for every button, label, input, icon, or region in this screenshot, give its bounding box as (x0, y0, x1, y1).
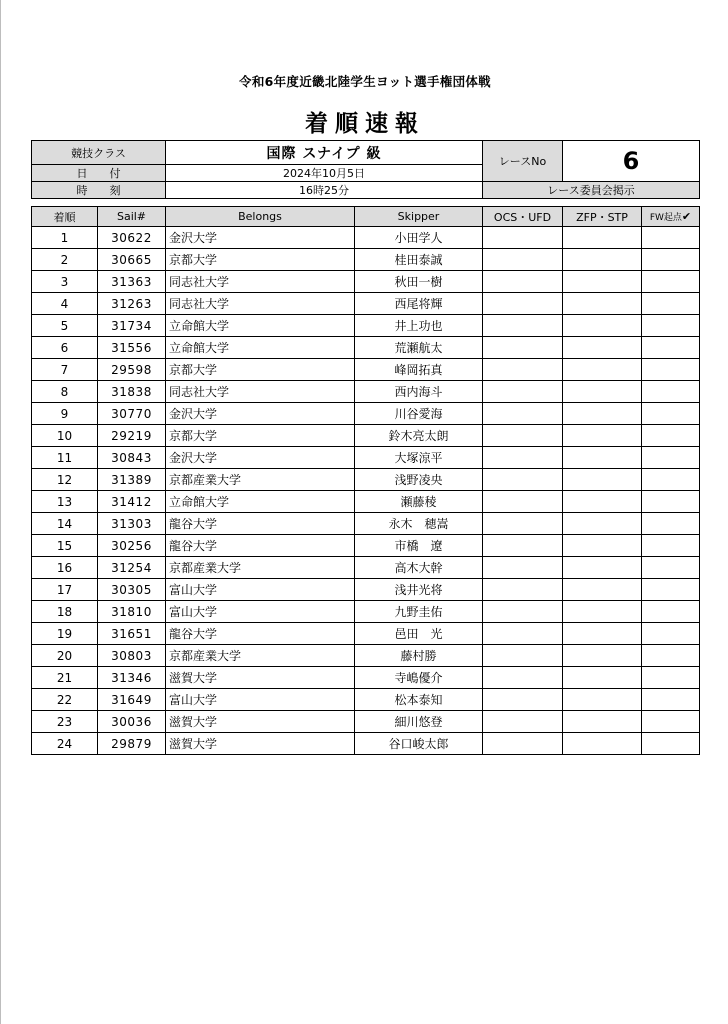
skipper-cell: 高木大幹 (355, 557, 483, 579)
belongs-cell: 京都産業大学 (166, 469, 355, 491)
zfp-stp-cell (563, 645, 642, 667)
class-value: 国際 スナイプ 級 (166, 141, 483, 165)
belongs-cell: 京都大学 (166, 425, 355, 447)
fw-cell (642, 513, 700, 535)
sail-cell: 30665 (98, 249, 166, 271)
race-no-label: レースNo (483, 141, 563, 182)
rank-cell: 9 (32, 403, 98, 425)
sail-cell: 31389 (98, 469, 166, 491)
belongs-cell: 滋賀大学 (166, 711, 355, 733)
fw-cell (642, 469, 700, 491)
sail-cell: 29598 (98, 359, 166, 381)
zfp-stp-cell (563, 293, 642, 315)
sail-cell: 31556 (98, 337, 166, 359)
sail-cell: 31734 (98, 315, 166, 337)
table-row (32, 601, 700, 623)
fw-cell (642, 535, 700, 557)
ocs-ufd-cell (483, 249, 563, 271)
table-row (32, 711, 700, 733)
rank-cell: 23 (32, 711, 98, 733)
belongs-cell: 富山大学 (166, 601, 355, 623)
rank-cell: 10 (32, 425, 98, 447)
zfp-stp-cell (563, 249, 642, 271)
fw-cell (642, 249, 700, 271)
fw-cell (642, 403, 700, 425)
results-table (31, 206, 700, 755)
sail-cell: 29219 (98, 425, 166, 447)
belongs-cell: 富山大学 (166, 689, 355, 711)
check-icon: ✔ (681, 210, 692, 223)
table-row (32, 271, 700, 293)
rank-cell: 8 (32, 381, 98, 403)
col-sail: Sail# (98, 207, 166, 227)
event-title: 令和6年度近畿北陸学生ヨット選手権団体戦 (239, 74, 491, 89)
fw-cell (642, 381, 700, 403)
ocs-ufd-cell (483, 403, 563, 425)
zfp-stp-cell (563, 227, 642, 249)
zfp-stp-cell (563, 513, 642, 535)
race-no-value: 6 (563, 141, 700, 182)
skipper-cell: 細川悠登 (355, 711, 483, 733)
table-row (32, 425, 700, 447)
fw-cell (642, 359, 700, 381)
sail-cell: 31363 (98, 271, 166, 293)
rank-cell: 6 (32, 337, 98, 359)
table-row (32, 557, 700, 579)
rank-cell: 20 (32, 645, 98, 667)
fw-cell (642, 623, 700, 645)
ocs-ufd-cell (483, 557, 563, 579)
sail-cell: 30770 (98, 403, 166, 425)
col-rank: 着順 (32, 207, 98, 227)
fw-cell (642, 579, 700, 601)
rank-cell: 18 (32, 601, 98, 623)
col-ocs-ufd: OCS・UFD (483, 207, 563, 227)
ocs-ufd-cell (483, 227, 563, 249)
ocs-ufd-cell (483, 315, 563, 337)
sail-cell: 29879 (98, 733, 166, 755)
rank-cell: 19 (32, 623, 98, 645)
sail-cell: 31649 (98, 689, 166, 711)
zfp-stp-cell (563, 447, 642, 469)
results-body (32, 227, 700, 755)
skipper-cell: 鈴木亮太朗 (355, 425, 483, 447)
belongs-cell: 龍谷大学 (166, 513, 355, 535)
rank-cell: 21 (32, 667, 98, 689)
time-value: 16時25分 (166, 182, 483, 199)
belongs-cell: 立命館大学 (166, 315, 355, 337)
time-label: 時 刻 (32, 182, 166, 199)
table-row (32, 227, 700, 249)
fw-cell (642, 337, 700, 359)
belongs-cell: 立命館大学 (166, 491, 355, 513)
sail-cell: 30803 (98, 645, 166, 667)
table-row (32, 381, 700, 403)
rank-cell: 17 (32, 579, 98, 601)
table-row (32, 359, 700, 381)
ocs-ufd-cell (483, 535, 563, 557)
sail-cell: 31303 (98, 513, 166, 535)
race-info-table (31, 140, 700, 199)
ocs-ufd-cell (483, 491, 563, 513)
zfp-stp-cell (563, 315, 642, 337)
zfp-stp-cell (563, 579, 642, 601)
sail-cell: 30622 (98, 227, 166, 249)
table-row (32, 535, 700, 557)
zfp-stp-cell (563, 689, 642, 711)
col-fw (642, 207, 700, 227)
ocs-ufd-cell (483, 579, 563, 601)
zfp-stp-cell (563, 491, 642, 513)
belongs-cell: 京都産業大学 (166, 557, 355, 579)
fw-cell (642, 667, 700, 689)
table-row (32, 315, 700, 337)
table-row (32, 491, 700, 513)
skipper-cell: 浅井光将 (355, 579, 483, 601)
skipper-cell: 永木 穂嵩 (355, 513, 483, 535)
sail-cell: 30256 (98, 535, 166, 557)
rank-cell: 13 (32, 491, 98, 513)
zfp-stp-cell (563, 469, 642, 491)
belongs-cell: 京都大学 (166, 249, 355, 271)
fw-cell (642, 315, 700, 337)
ocs-ufd-cell (483, 667, 563, 689)
sail-cell: 31412 (98, 491, 166, 513)
table-row (32, 293, 700, 315)
zfp-stp-cell (563, 271, 642, 293)
zfp-stp-cell (563, 601, 642, 623)
fw-cell (642, 271, 700, 293)
belongs-cell: 金沢大学 (166, 227, 355, 249)
sail-cell: 31651 (98, 623, 166, 645)
ocs-ufd-cell (483, 447, 563, 469)
fw-cell (642, 601, 700, 623)
zfp-stp-cell (563, 425, 642, 447)
rank-cell: 14 (32, 513, 98, 535)
table-row (32, 645, 700, 667)
ocs-ufd-cell (483, 689, 563, 711)
col-skipper: Skipper (355, 207, 483, 227)
ocs-ufd-cell (483, 733, 563, 755)
sail-cell: 30843 (98, 447, 166, 469)
rank-cell: 12 (32, 469, 98, 491)
skipper-cell: 浅野凌央 (355, 469, 483, 491)
belongs-cell: 金沢大学 (166, 447, 355, 469)
skipper-cell: 川谷愛海 (355, 403, 483, 425)
skipper-cell: 峰岡拓真 (355, 359, 483, 381)
sail-cell: 31254 (98, 557, 166, 579)
sail-cell: 31810 (98, 601, 166, 623)
fw-cell (642, 711, 700, 733)
belongs-cell: 同志社大学 (166, 271, 355, 293)
skipper-cell: 谷口峻太郎 (355, 733, 483, 755)
sail-cell: 31838 (98, 381, 166, 403)
rank-cell: 11 (32, 447, 98, 469)
ocs-ufd-cell (483, 601, 563, 623)
fw-cell (642, 645, 700, 667)
table-row (32, 579, 700, 601)
sail-cell: 30305 (98, 579, 166, 601)
rank-cell: 5 (32, 315, 98, 337)
table-row (32, 667, 700, 689)
table-row (32, 447, 700, 469)
zfp-stp-cell (563, 403, 642, 425)
skipper-cell: 桂田泰誠 (355, 249, 483, 271)
table-row (32, 403, 700, 425)
col-zfp-stp: ZFP・STP (563, 207, 642, 227)
skipper-cell: 瀬藤稜 (355, 491, 483, 513)
skipper-cell: 井上功也 (355, 315, 483, 337)
zfp-stp-cell (563, 535, 642, 557)
rank-cell: 24 (32, 733, 98, 755)
table-row (32, 337, 700, 359)
zfp-stp-cell (563, 557, 642, 579)
skipper-cell: 藤村勝 (355, 645, 483, 667)
fw-cell (642, 227, 700, 249)
ocs-ufd-cell (483, 645, 563, 667)
table-row (32, 689, 700, 711)
skipper-cell: 大塚涼平 (355, 447, 483, 469)
skipper-cell: 九野圭佑 (355, 601, 483, 623)
results-header-row (32, 207, 700, 227)
table-row (32, 623, 700, 645)
fw-cell (642, 557, 700, 579)
rank-cell: 22 (32, 689, 98, 711)
rank-cell: 16 (32, 557, 98, 579)
report-title: 着順速報 (305, 111, 425, 137)
table-row (32, 469, 700, 491)
ocs-ufd-cell (483, 623, 563, 645)
zfp-stp-cell (563, 359, 642, 381)
skipper-cell: 邑田 光 (355, 623, 483, 645)
belongs-cell: 龍谷大学 (166, 535, 355, 557)
ocs-ufd-cell (483, 271, 563, 293)
table-row (32, 513, 700, 535)
fw-cell (642, 293, 700, 315)
belongs-cell: 龍谷大学 (166, 623, 355, 645)
belongs-cell: 滋賀大学 (166, 667, 355, 689)
col-belongs: Belongs (166, 207, 355, 227)
zfp-stp-cell (563, 711, 642, 733)
zfp-stp-cell (563, 381, 642, 403)
sail-cell: 30036 (98, 711, 166, 733)
ocs-ufd-cell (483, 337, 563, 359)
zfp-stp-cell (563, 623, 642, 645)
zfp-stp-cell (563, 667, 642, 689)
rank-cell: 1 (32, 227, 98, 249)
date-label: 日 付 (32, 165, 166, 182)
fw-cell (642, 425, 700, 447)
zfp-stp-cell (563, 733, 642, 755)
skipper-cell: 小田学人 (355, 227, 483, 249)
ocs-ufd-cell (483, 359, 563, 381)
skipper-cell: 寺嶋優介 (355, 667, 483, 689)
table-row (32, 733, 700, 755)
fw-label: FW起点 (649, 213, 682, 223)
date-value: 2024年10月5日 (166, 165, 483, 182)
skipper-cell: 荒瀬航太 (355, 337, 483, 359)
table-row (32, 249, 700, 271)
belongs-cell: 金沢大学 (166, 403, 355, 425)
belongs-cell: 同志社大学 (166, 381, 355, 403)
rank-cell: 15 (32, 535, 98, 557)
rank-cell: 4 (32, 293, 98, 315)
belongs-cell: 同志社大学 (166, 293, 355, 315)
ocs-ufd-cell (483, 513, 563, 535)
skipper-cell: 市橋 遼 (355, 535, 483, 557)
skipper-cell: 西尾将輝 (355, 293, 483, 315)
class-label: 競技クラス (32, 141, 166, 165)
skipper-cell: 松本泰知 (355, 689, 483, 711)
fw-cell (642, 491, 700, 513)
ocs-ufd-cell (483, 469, 563, 491)
rank-cell: 7 (32, 359, 98, 381)
sail-cell: 31263 (98, 293, 166, 315)
ocs-ufd-cell (483, 381, 563, 403)
sail-cell: 31346 (98, 667, 166, 689)
ocs-ufd-cell (483, 293, 563, 315)
belongs-cell: 富山大学 (166, 579, 355, 601)
skipper-cell: 西内海斗 (355, 381, 483, 403)
ocs-ufd-cell (483, 425, 563, 447)
fw-cell (642, 447, 700, 469)
zfp-stp-cell (563, 337, 642, 359)
fw-cell (642, 733, 700, 755)
ocs-ufd-cell (483, 711, 563, 733)
rank-cell: 3 (32, 271, 98, 293)
belongs-cell: 京都産業大学 (166, 645, 355, 667)
fw-cell (642, 689, 700, 711)
belongs-cell: 京都大学 (166, 359, 355, 381)
committee-label: レース委員会掲示 (483, 182, 700, 199)
skipper-cell: 秋田一樹 (355, 271, 483, 293)
belongs-cell: 滋賀大学 (166, 733, 355, 755)
belongs-cell: 立命館大学 (166, 337, 355, 359)
rank-cell: 2 (32, 249, 98, 271)
